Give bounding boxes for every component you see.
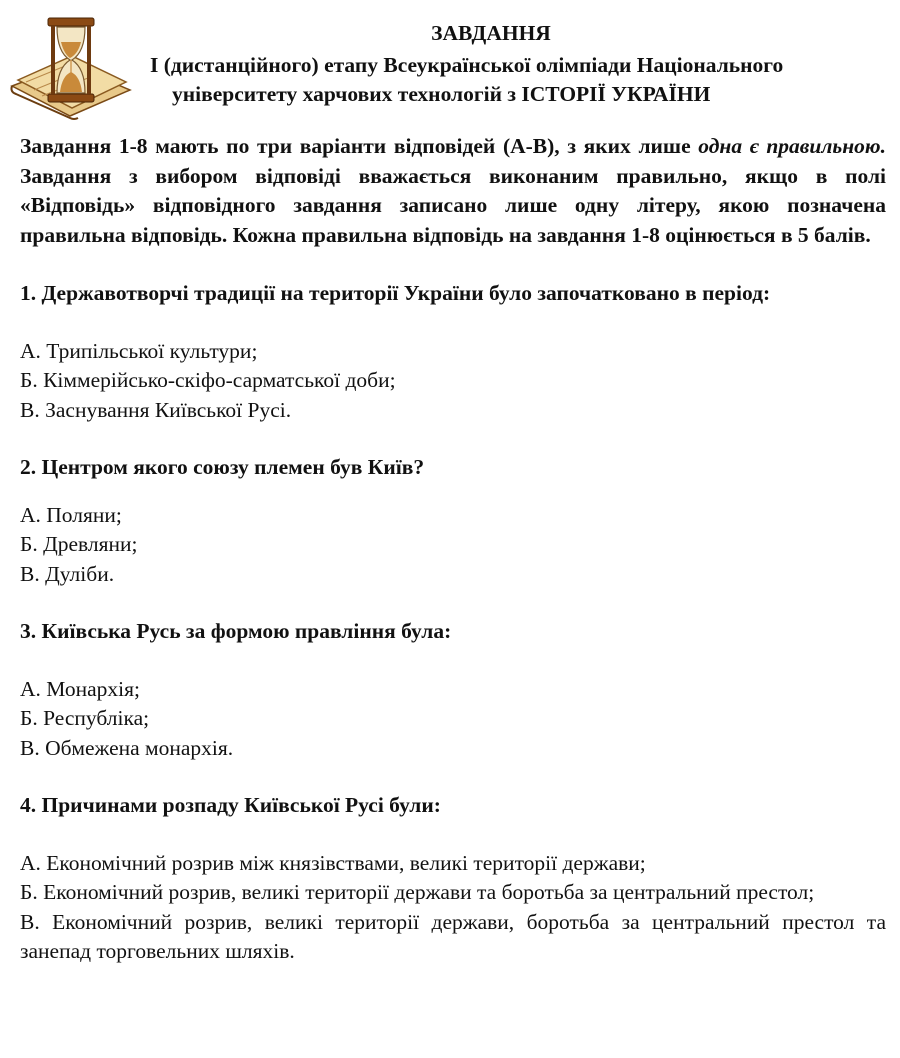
answer-option-b: Б. Республіка; <box>20 706 150 730</box>
document-body <box>20 132 886 967</box>
document-header <box>0 0 900 120</box>
document-subtitle-line-2: університету харчових технологій з ІСТОРІЇ УКРАЇНИ <box>172 82 711 106</box>
answer-option-c: В. Обмежена монархія. <box>20 735 234 760</box>
answer-options <box>20 337 886 426</box>
instructions-paragraph <box>20 132 886 250</box>
answer-options <box>20 501 886 590</box>
instructions-italic: одна є правильною. <box>698 134 886 158</box>
answer-option-b: Б. Економічний розрив, великі території держави та боротьба за центральний престол; <box>20 880 815 904</box>
answer-option-b: Б. Кіммерійсько-скіфо-сарматської доби; <box>20 368 396 392</box>
answer-options <box>20 675 886 764</box>
instructions-text-2: Завдання з вибором відповіді вважається виконаним правильно, якщо в полі «Відповідь» відповідного завдання записано лише одну літеру, якою позначена правильна відповідь. Кожна правильна відповідь на завдання 1-8 оцінюється в 5 балів. <box>20 163 886 247</box>
answer-option-a: А. Монархія; <box>20 676 140 701</box>
question-4 <box>20 791 886 967</box>
question-text: 2. Центром якого союзу племен був Київ? <box>20 455 425 479</box>
answer-options <box>20 849 886 967</box>
document-title: ЗАВДАННЯ <box>431 21 551 45</box>
question-2 <box>20 453 886 589</box>
answer-option-c: В. Заснування Київської Русі. <box>20 397 292 422</box>
question-3 <box>20 617 886 763</box>
answer-option-a: А. Поляни; <box>20 502 122 527</box>
answer-option-c: В. Економічний розрив, великі території держави, боротьба за центральний престол та занепад торговельних шляхів. <box>20 909 886 963</box>
instructions-text-1: Завдання 1-8 мають по три варіанти відповідей (А-В), з яких лише <box>20 134 699 158</box>
document-subtitle-line-1: І (дистанційного) етапу Всеукраїнської олімпіади Національного <box>150 53 784 77</box>
answer-option-a: А. Трипільської культури; <box>20 338 258 363</box>
answer-option-b: Б. Древляни; <box>20 532 138 556</box>
answer-option-c: В. Дуліби. <box>20 561 115 586</box>
question-text: 1. Державотворчі традиції на території України було започатковано в період: <box>20 281 771 305</box>
question-text: 4. Причинами розпаду Київської Русі були: <box>20 793 441 817</box>
question-text: 3. Київська Русь за формою правління була: <box>20 619 452 643</box>
answer-option-a: А. Економічний розрив між князівствами, великі території держави; <box>20 850 646 875</box>
question-1 <box>20 279 886 425</box>
